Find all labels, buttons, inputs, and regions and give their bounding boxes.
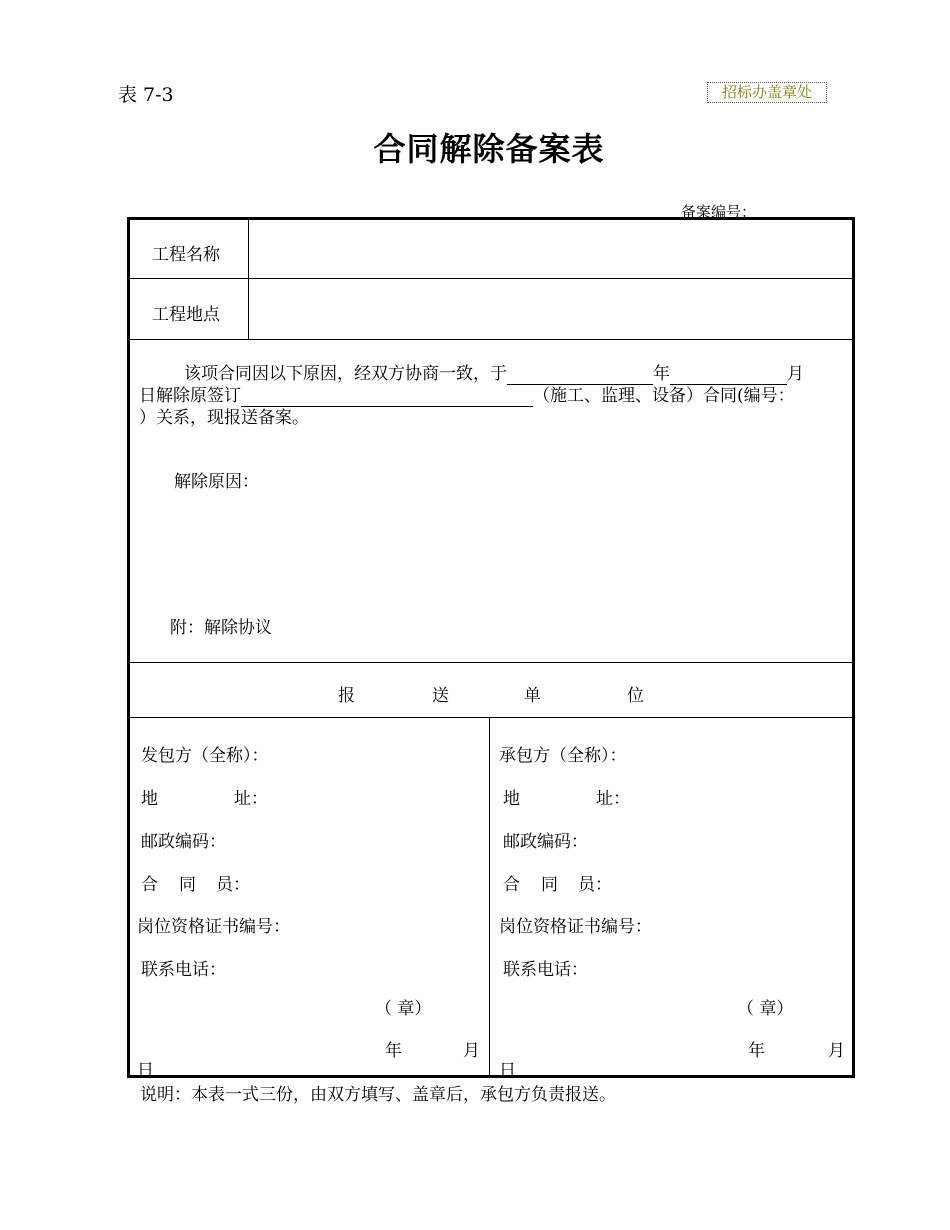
statement-line-1 [184,363,804,385]
statement-part4: ）关系，现报送备案。 [139,408,309,428]
year-label: 年 [653,364,670,384]
employer-month-label: 月 [463,1041,480,1061]
employer-name-label: 发包方（全称）： [141,746,269,766]
form-table [127,217,855,1078]
employer-cert-label: 岗位资格证书编号： [137,917,290,937]
form-number: 表 7-3 [118,84,174,106]
contractor-year-label: 年 [748,1041,765,1061]
project-location-field[interactable] [249,280,852,338]
employer-contract-label-1: 合 [141,875,158,895]
contractor-address-label-2: 址： [596,789,630,809]
row-divider [128,339,854,340]
submit-unit-char: 送 [432,686,449,706]
employer-year-label: 年 [385,1041,402,1061]
statement-line-3 [139,407,309,429]
contractor-name-label: 承包方（全称）： [499,746,627,766]
submit-unit-char: 位 [627,686,644,706]
original-contract-field[interactable] [241,388,533,407]
date-year-field[interactable] [507,366,653,385]
contractor-cert-label: 岗位资格证书编号： [499,917,652,937]
contractor-contract-label-3: 员： [578,875,612,895]
reason-label: 解除原因： [174,472,259,492]
row-divider [128,278,854,279]
contractor-phone-label: 联系电话： [503,960,588,980]
row-divider [128,662,854,663]
record-number-label: 备案编号： [681,203,757,221]
page-title: 合同解除备案表 [373,130,605,168]
row-divider [128,717,854,718]
project-name-field[interactable] [249,220,852,277]
employer-day-label: 日 [137,1061,154,1081]
statement-part1: 该项合同因以下原因，经双方协商一致，于 [184,364,507,384]
employer-postcode-label: 邮政编码： [141,832,226,852]
employer-contract-label-3: 员： [216,875,250,895]
date-month-field[interactable] [670,366,787,385]
employer-address-label-1: 地 [141,789,158,809]
column-divider [489,717,490,1076]
footnote: 说明：本表一式三份，由双方填写、盖章后，承包方负责报送。 [140,1085,616,1105]
contractor-contract-label-2: 同 [541,875,558,895]
contractor-month-label: 月 [828,1041,845,1061]
submit-unit-char: 报 [338,686,355,706]
project-name-label: 工程名称 [152,245,220,265]
statement-part3: （施工、监理、设备）合同(编号： [533,386,795,406]
statement-part2: 日解除原签订 [139,386,241,406]
month-label: 月 [787,364,804,384]
employer-address-label-2: 址： [234,789,268,809]
employer-phone-label: 联系电话： [141,960,226,980]
project-location-label: 工程地点 [152,305,220,325]
contractor-postcode-label: 邮政编码： [503,832,588,852]
reason-field[interactable] [174,498,844,598]
submit-unit-char: 单 [524,686,541,706]
employer-contract-label-2: 同 [179,875,196,895]
contractor-day-label: 日 [499,1061,516,1081]
contractor-address-label-1: 地 [503,789,520,809]
employer-seal-label: （ 章） [375,999,432,1019]
contractor-contract-label-1: 合 [503,875,520,895]
statement-line-2 [139,385,795,407]
contractor-seal-label: （ 章） [737,999,794,1019]
stamp-area: 招标办盖章处 [707,82,827,103]
attachment-label: 附：解除协议 [170,618,272,638]
